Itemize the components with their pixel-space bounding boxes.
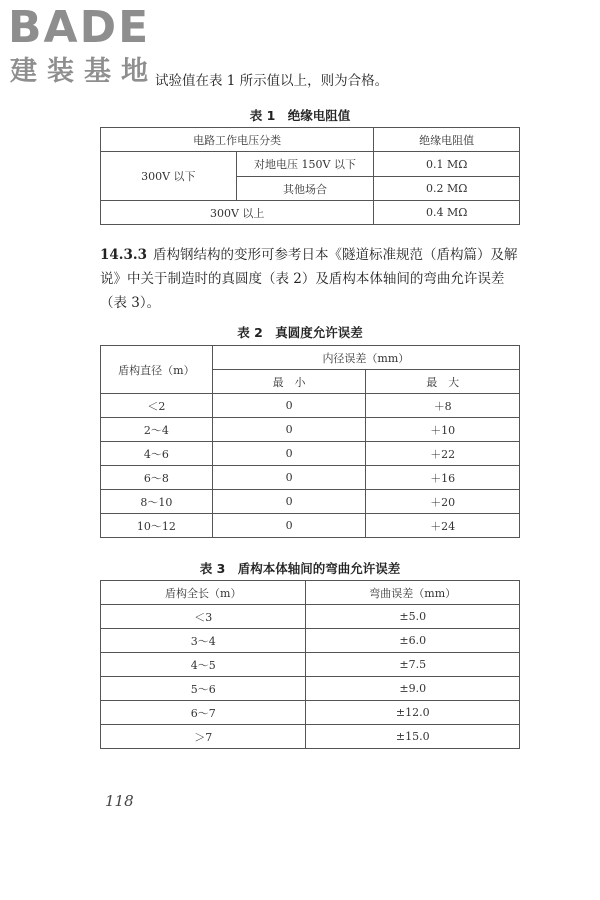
table2-diameter: 10～12: [101, 514, 213, 538]
table1-group-label: 300V 以下: [101, 152, 237, 201]
table1-caption: 表 1 绝缘电阻值: [249, 108, 351, 123]
table2-min: 0: [212, 490, 366, 514]
table-row: [101, 725, 520, 749]
table3-header-length: 盾构全长（m）: [101, 581, 306, 605]
table1-sub: 对地电压 150V 以下: [236, 152, 374, 177]
table1-last-value: 0.4 MΩ: [374, 201, 520, 225]
table3-caption: 表 3 盾构本体轴间的弯曲允许误差: [199, 561, 401, 576]
table2-max: ＋16: [366, 466, 520, 490]
clause-text: 盾构钢结构的变形可参考日本《隧道标准规范（盾构篇）及解说》中关于制造时的真圆度（表 2）及盾构本体轴间的弯曲允许误差（表 3）。: [100, 247, 518, 311]
table-row: [101, 677, 520, 701]
table1-header-category: 电路工作电压分类: [101, 128, 374, 152]
table1-header-value: 绝缘电阻值: [374, 128, 520, 152]
table2-max: ＋24: [366, 514, 520, 538]
table2-header-min: 最 小: [212, 370, 366, 394]
watermark-logo: [8, 2, 178, 98]
table2-min: 0: [212, 466, 366, 490]
clause-paragraph: [100, 243, 520, 315]
table2-max: ＋22: [366, 442, 520, 466]
table2-diameter: ＜2: [101, 394, 213, 418]
intro-text: 试验值在表 1 所示值以上，则为合格。: [155, 73, 389, 89]
table1-sub: 其他场合: [236, 177, 374, 201]
table3-length: 6～7: [101, 701, 306, 725]
table-row: [101, 394, 520, 418]
table1-last-label: 300V 以上: [101, 201, 374, 225]
table2-min: 0: [212, 442, 366, 466]
page-number: 118: [105, 792, 134, 810]
table3: [100, 580, 520, 749]
table2-min: 0: [212, 514, 366, 538]
table2-header-max: 最 大: [366, 370, 520, 394]
table2-min: 0: [212, 418, 366, 442]
table3-error: ±9.0: [306, 677, 520, 701]
table2-diameter: 4～6: [101, 442, 213, 466]
table3-length: 3～4: [101, 629, 306, 653]
table-row: [101, 466, 520, 490]
table2-diameter: 8～10: [101, 490, 213, 514]
table-row: [101, 490, 520, 514]
table3-error: ±7.5: [306, 653, 520, 677]
table2-header-error: 内径误差（mm）: [212, 346, 519, 370]
table1-value: 0.1 MΩ: [374, 152, 520, 177]
table2-max: ＋8: [366, 394, 520, 418]
table-row: [101, 418, 520, 442]
watermark-subtitle: 建装基地: [10, 56, 158, 87]
table3-error: ±5.0: [306, 605, 520, 629]
table3-length: ＜3: [101, 605, 306, 629]
clause-number: 14.3.3: [100, 247, 147, 263]
table3-length: ＞7: [101, 725, 306, 749]
table2-max: ＋10: [366, 418, 520, 442]
watermark-brand: BADE: [8, 2, 151, 53]
table-row: [101, 442, 520, 466]
table-row: [101, 605, 520, 629]
table-row: [101, 514, 520, 538]
table-row: [101, 629, 520, 653]
table1: [100, 127, 520, 225]
table2-caption: 表 2 真圆度允许误差: [237, 325, 363, 340]
table2: [100, 345, 520, 538]
table2-max: ＋20: [366, 490, 520, 514]
table3-error: ±15.0: [306, 725, 520, 749]
table2-diameter: 6～8: [101, 466, 213, 490]
table3-header-error: 弯曲误差（mm）: [306, 581, 520, 605]
table-row: [101, 653, 520, 677]
table2-min: 0: [212, 394, 366, 418]
table-row: [101, 701, 520, 725]
table3-error: ±12.0: [306, 701, 520, 725]
table1-value: 0.2 MΩ: [374, 177, 520, 201]
table2-header-diameter: 盾构直径（m）: [101, 346, 213, 394]
table3-error: ±6.0: [306, 629, 520, 653]
table3-length: 5～6: [101, 677, 306, 701]
table2-diameter: 2～4: [101, 418, 213, 442]
table3-length: 4～5: [101, 653, 306, 677]
